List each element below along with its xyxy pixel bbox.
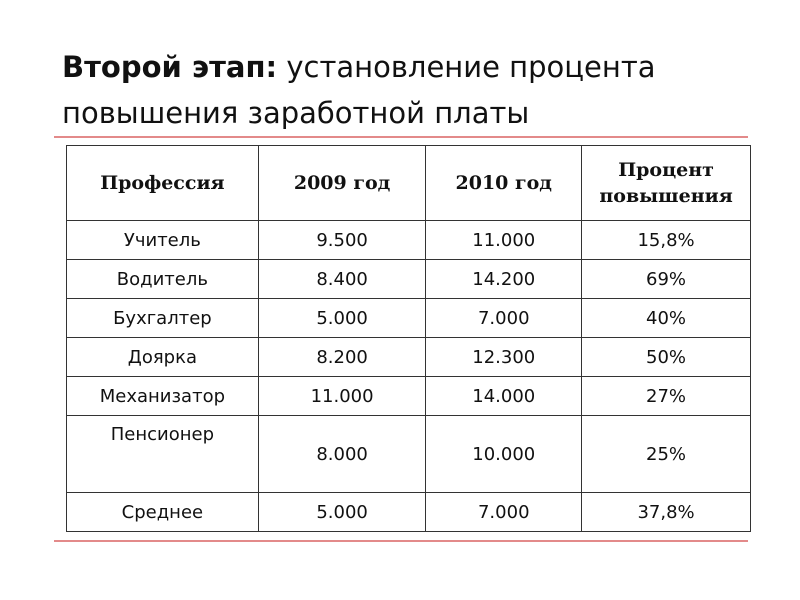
cell-2009: 8.200 [258, 338, 426, 377]
cell-2010: 14.000 [426, 377, 582, 416]
cell-2010: 7.000 [426, 299, 582, 338]
header-row [67, 146, 751, 221]
table-row [67, 299, 751, 338]
table-row [67, 377, 751, 416]
table-row [67, 221, 751, 260]
header-profession: Профессия [67, 146, 259, 221]
bottom-divider [54, 540, 748, 542]
cell-percent: 50% [582, 338, 751, 377]
slide-title [62, 44, 782, 136]
cell-profession: Учитель [67, 221, 259, 260]
cell-2009: 8.000 [258, 416, 426, 493]
cell-profession: Среднее [67, 493, 259, 532]
cell-2010: 14.200 [426, 260, 582, 299]
cell-2009: 5.000 [258, 493, 426, 532]
cell-2009: 9.500 [258, 221, 426, 260]
cell-profession: Механизатор [67, 377, 259, 416]
header-2010: 2010 год [426, 146, 582, 221]
cell-profession: Бухгалтер [67, 299, 259, 338]
header-2009: 2009 год [258, 146, 426, 221]
cell-profession: Пенсионер [67, 416, 259, 493]
cell-profession: Водитель [67, 260, 259, 299]
top-divider [54, 136, 748, 138]
cell-profession: Доярка [67, 338, 259, 377]
header-percent: Процент повышения [582, 146, 751, 221]
cell-percent: 69% [582, 260, 751, 299]
cell-percent: 40% [582, 299, 751, 338]
cell-percent: 27% [582, 377, 751, 416]
slide-title-bold: Второй этап: [62, 50, 278, 84]
cell-2009: 8.400 [258, 260, 426, 299]
cell-2010: 11.000 [426, 221, 582, 260]
cell-2009: 5.000 [258, 299, 426, 338]
cell-2010: 7.000 [426, 493, 582, 532]
table-row [67, 416, 751, 493]
slide-title-rest: установление процента повышения заработной платы [62, 50, 656, 130]
cell-percent: 25% [582, 416, 751, 493]
cell-percent: 15,8% [582, 221, 751, 260]
salary-table [66, 145, 751, 532]
table-row [67, 338, 751, 377]
table-row [67, 493, 751, 532]
cell-percent: 37,8% [582, 493, 751, 532]
cell-2010: 10.000 [426, 416, 582, 493]
table-row [67, 260, 751, 299]
cell-2009: 11.000 [258, 377, 426, 416]
cell-2010: 12.300 [426, 338, 582, 377]
